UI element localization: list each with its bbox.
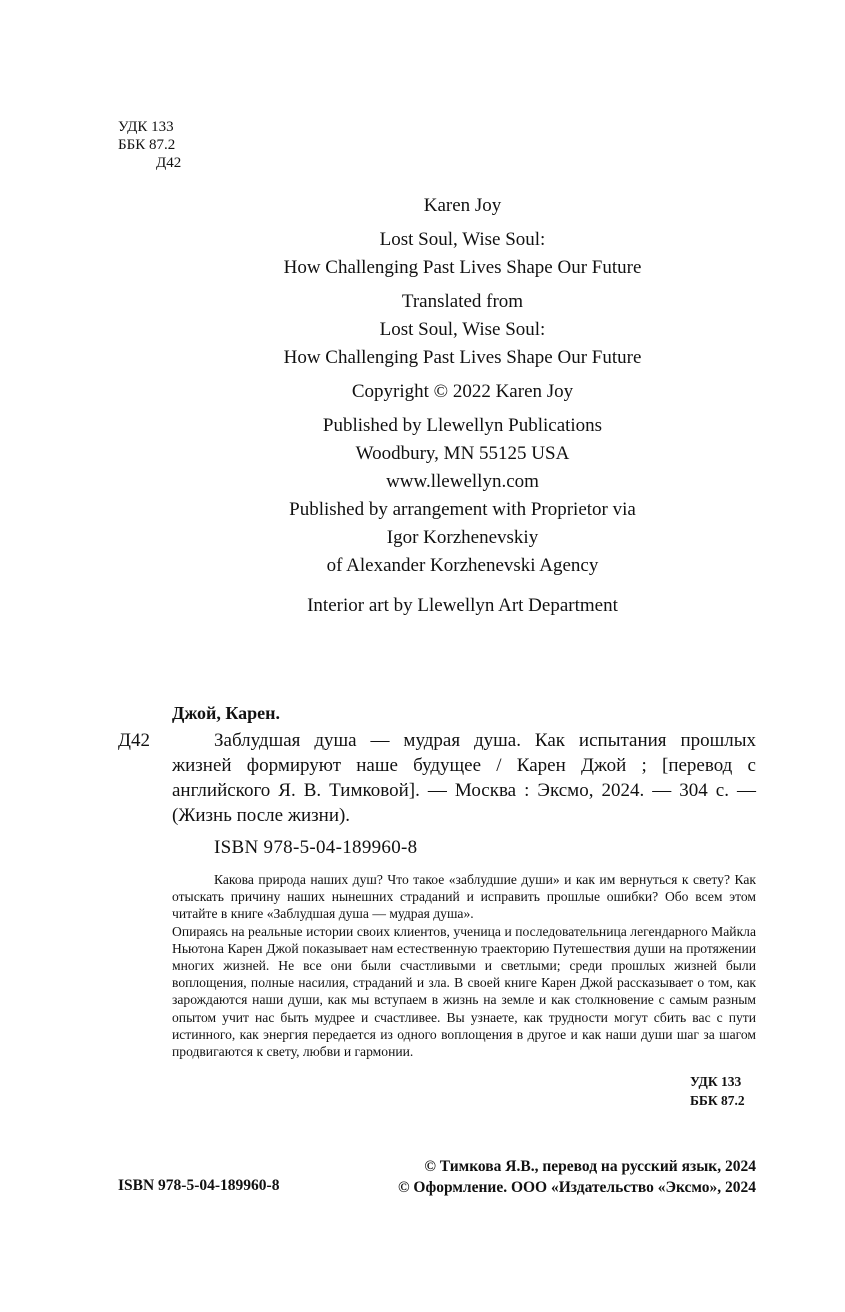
footer-bbk: ББК 87.2 [690,1093,745,1108]
credit-arrangement-line2: Igor Korzhenevskiy [386,527,539,548]
footer-classification [690,1072,745,1110]
catalog-description [172,728,756,828]
author-mark: Д42 [156,155,182,171]
credit-author: Karen Joy [423,195,502,216]
copyright-design: © Оформление. ООО «Издательство «Эксмо», 2024 [397,1179,756,1196]
credit-title-line2: How Challenging Past Lives Shape Our Future [283,257,642,278]
annotation-paragraph-2: Опираясь на реальные истории своих клиентов, ученица и последовательница легендарного Майкла Ньютона Карен Джой показывает нам естественную траекторию Путешествия души на протяжении многих жизней. Не все они были счастливыми и светлыми; среди прошлых жизней были воплощения, полные насилия, страданий и зла. В своей книге Карен Джой рассказывает о том, как зарождаются наши души, как мы вступаем в жизнь на земле и как столкновение с самым разным опытом учит нас быть мудрее и счастливее. Вы узнаете, как трудности могут сбить вас с пути истинного, как энергия передается из одного воплощения в другое и как наши души шаг за шагом продвигаются к свету, любви и гармонии. [172,923,756,1060]
udk-code: УДК 133 [118,119,174,135]
credit-title-line1: Lost Soul, Wise Soul: [379,229,546,250]
credit-orig-title-line1: Lost Soul, Wise Soul: [379,319,546,340]
credit-arrangement-line1: Published by arrangement with Proprietor via [289,499,636,520]
credit-arrangement-line3: of Alexander Korzhenevski Agency [326,555,599,576]
credit-publisher-line2: Woodbury, MN 55125 USA [355,443,570,464]
footer-copyrights [376,1156,756,1198]
bbk-code: ББК 87.2 [118,137,176,153]
credit-website: www.llewellyn.com [386,471,539,492]
english-credits [0,192,845,620]
annotation [172,871,756,1060]
credit-copyright: Copyright © 2022 Karen Joy [351,381,574,402]
classification-block [118,118,181,172]
copyright-translation: © Тимкова Я.В., перевод на русский язык, 2024 [424,1158,756,1175]
footer-isbn: ISBN 978-5-04-189960-8 [118,1177,280,1194]
annotation-paragraph-1: Какова природа наших душ? Что такое «заблудшие души» и как им вернуться к свету? Как отыскать причину наших нынешних страданий и исправить прошлые ошибки? Обо всем этом читайте в книге «Заблудшая душа — мудрая душа». [172,872,756,922]
credit-interior-art: Interior art by Llewellyn Art Department [307,595,618,616]
credit-publisher-line1: Published by Llewellyn Publications [322,415,603,436]
catalog-author-heading: Джой, Карен. [172,703,281,723]
credit-orig-title-line2: How Challenging Past Lives Shape Our Future [283,347,642,368]
catalog-isbn: ISBN 978-5-04-189960-8 [214,837,418,858]
catalog-description-text: Заблудшая душа — мудрая душа. Как испытания прошлых жизней формируют наше будущее / Карен Джой ; [перевод с английского Я. В. Тимковой]. — Москва : Эксмо, 2024. — 304 с. — (Жизнь после жизни). [172,730,756,826]
footer-udk: УДК 133 [690,1074,742,1089]
catalog-code: Д42 [118,730,150,751]
credit-translated-from: Translated from [401,291,524,312]
